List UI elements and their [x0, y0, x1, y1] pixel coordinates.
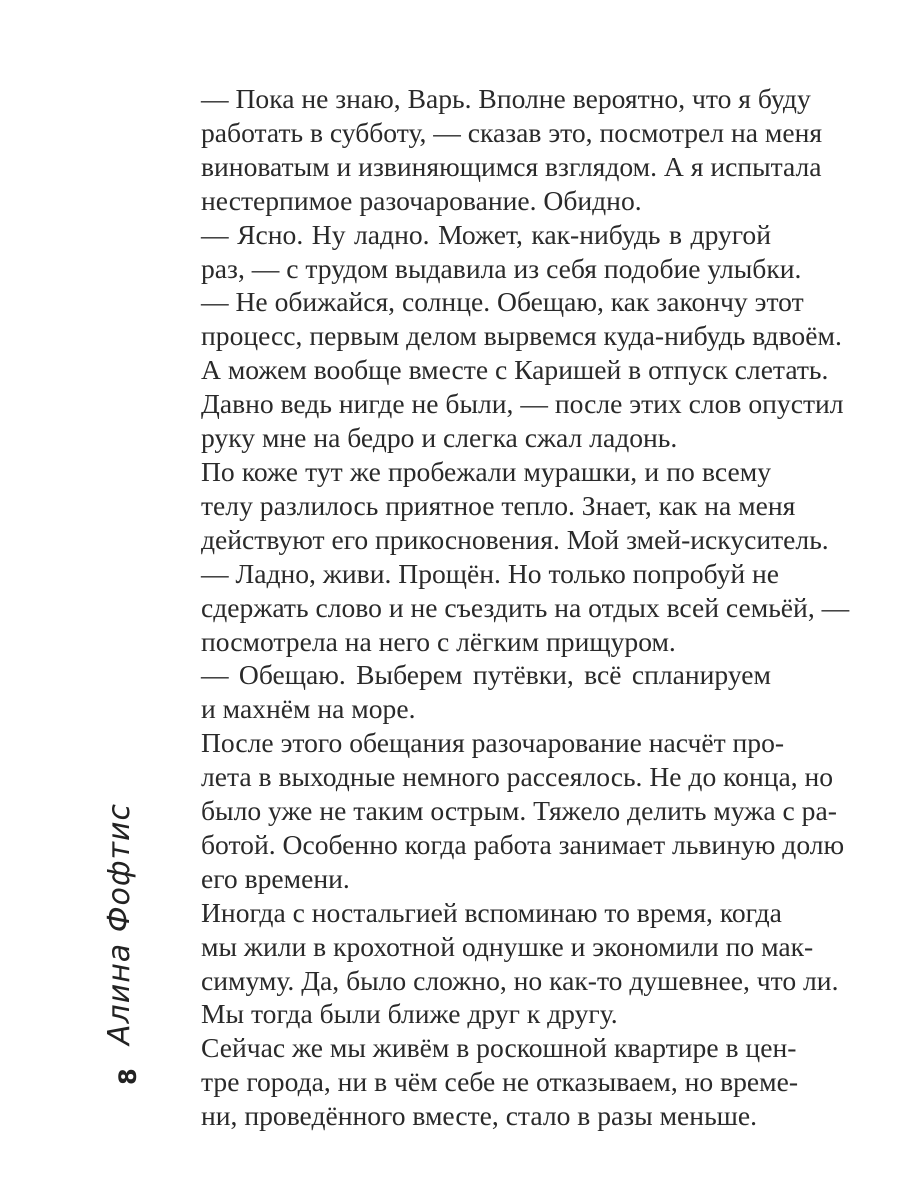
- paragraph: [163, 658, 771, 726]
- paragraph: [163, 726, 845, 896]
- text-line: — Ясно. Ну ладно. Может, как-нибудь в другой: [201, 218, 771, 250]
- page-number: 8: [114, 1068, 142, 1085]
- text-line: — Ладно, живи. Прощён. Но только попробуй не: [201, 557, 780, 589]
- text-line: телу разлилось приятное тепло. Знает, как на меня: [201, 489, 796, 521]
- text-line: Сейчас же мы живём в роскошной квартире в цен-: [201, 1032, 797, 1064]
- paragraph: [163, 557, 850, 659]
- text-line: Давно ведь нигде не были, — после этих слов опустил: [201, 388, 844, 420]
- paragraph: [163, 218, 802, 286]
- text-line: и махнём на море.: [201, 693, 416, 725]
- paragraph: [163, 455, 829, 557]
- text-line: После этого обещания разочарование насчёт про-: [201, 727, 785, 759]
- text-line: посмотрела на него с лёгким прищуром.: [201, 625, 676, 657]
- text-line: процесс, первым делом вырвемся куда-нибудь вдвоём.: [201, 320, 842, 352]
- text-line: ни, проведённого вместе, стало в разы меньше.: [201, 1100, 758, 1132]
- text-line: мы жили в крохотной однушке и экономили по мак-: [201, 930, 814, 962]
- paragraph: [163, 285, 844, 455]
- paragraph: [163, 82, 823, 218]
- text-line: нестерпимое разочарование. Обидно.: [201, 184, 642, 216]
- text-line: По коже тут же пробежали мурашки, и по всему: [201, 455, 771, 487]
- text-line: А можем вообще вместе с Каришей в отпуск слетать.: [201, 354, 829, 386]
- running-head-author: Алина Фофтис: [102, 802, 137, 1045]
- text-line: ботой. Особенно когда работа занимает львиную долю: [201, 828, 845, 860]
- text-line: симуму. Да, было сложно, но как-то душевнее, что ли.: [201, 964, 839, 996]
- text-line: — Обещаю. Выберем путёвки, всё спланируем: [201, 659, 771, 691]
- text-line: Иногда с ностальгией вспоминаю то время, когда: [201, 896, 782, 928]
- text-line: его времени.: [201, 862, 350, 894]
- text-line: было уже не таким острым. Тяжело делить мужа с ра-: [201, 795, 837, 827]
- text-line: работать в субботу, — сказав это, посмотрел на меня: [201, 116, 823, 148]
- text-line: — Пока не знаю, Варь. Вполне вероятно, что я буду: [201, 83, 811, 114]
- text-line: лета в выходные немного рассеялось. Не до конца, но: [201, 761, 834, 793]
- paragraph: [163, 1031, 799, 1133]
- text-line: Мы тогда были ближе друг к другу.: [201, 998, 618, 1030]
- body-text: [163, 82, 850, 1133]
- text-line: тре города, ни в чём себе не отказываем, но време-: [201, 1066, 799, 1098]
- text-line: — Не обижайся, солнце. Обещаю, как закончу этот: [201, 286, 804, 318]
- paragraph: [163, 896, 839, 1032]
- text-line: раз, — с трудом выдавила из себя подобие улыбки.: [201, 252, 802, 284]
- text-line: сдержать слово и не съездить на отдых всей семьёй, —: [201, 591, 850, 623]
- text-line: виноватым и извиняющимся взглядом. А я испытала: [201, 150, 822, 182]
- text-line: действуют его прикосновения. Мой змей-искуситель.: [201, 523, 829, 555]
- text-line: руку мне на бедро и слегка сжал ладонь.: [201, 422, 678, 454]
